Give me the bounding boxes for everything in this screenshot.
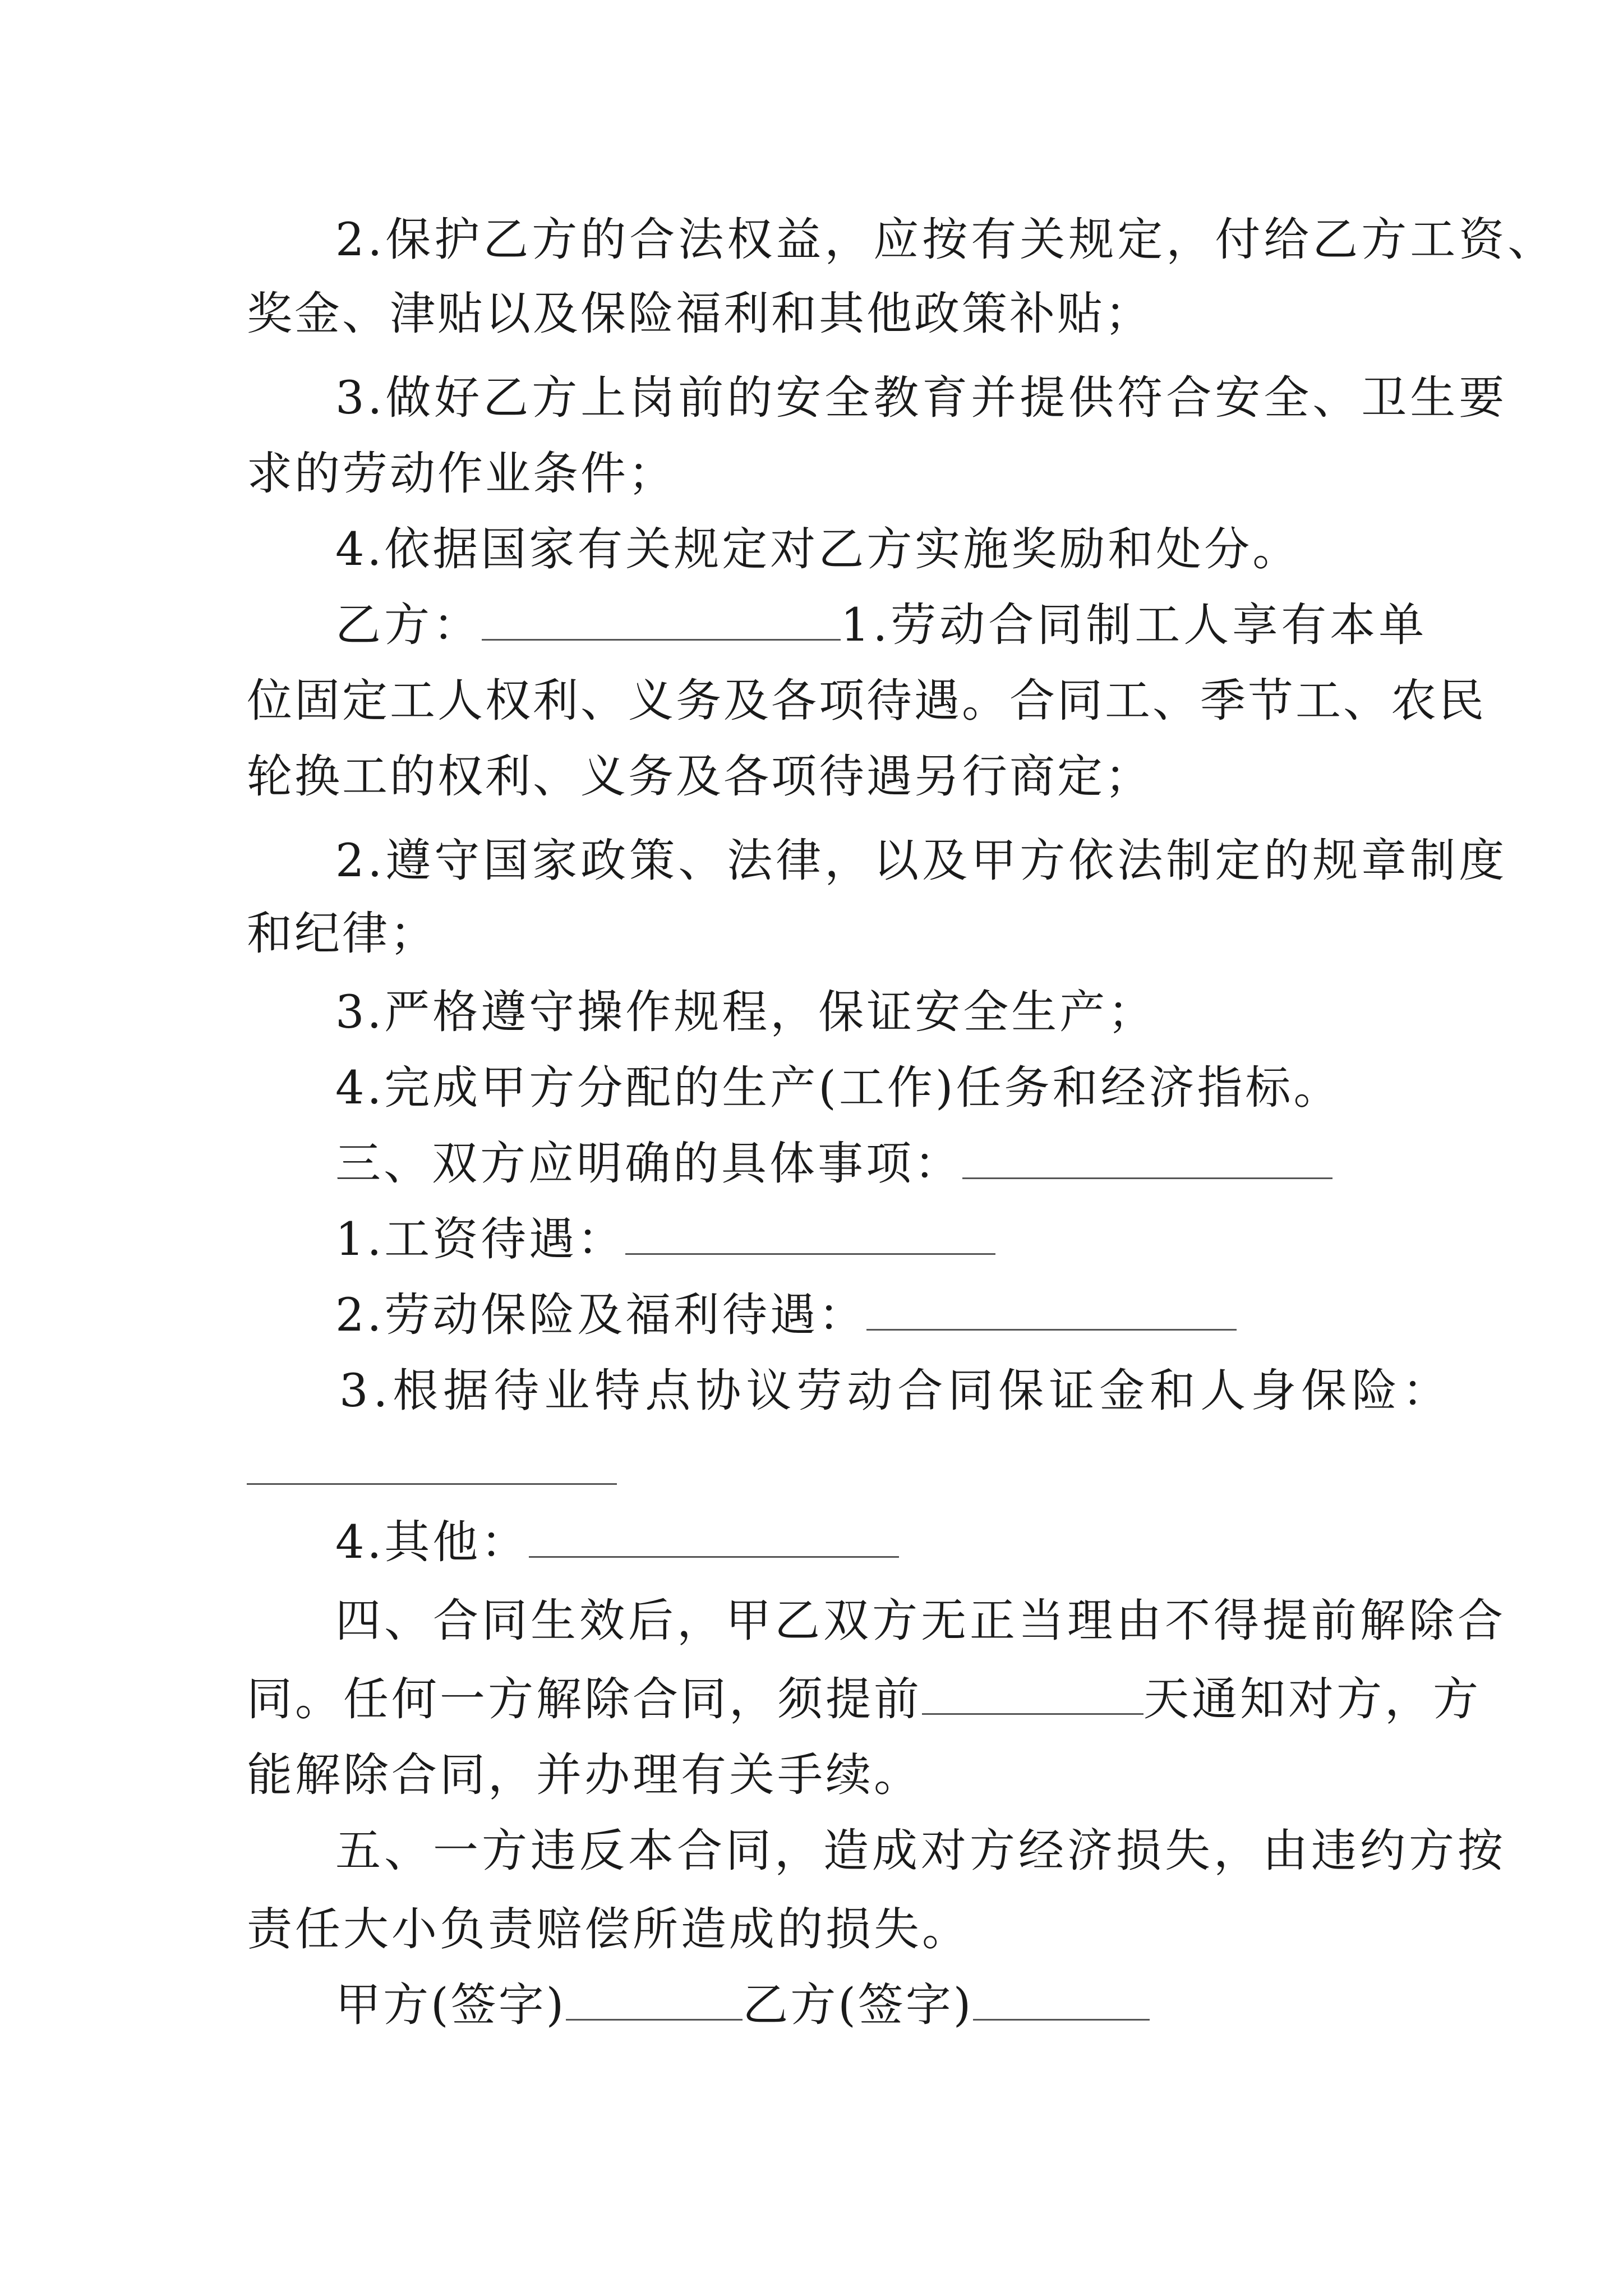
item-deposit: 3.根据待业特点协议劳动合同保证金和人身保险：	[339, 1365, 1453, 1418]
notice-days-blank[interactable]	[922, 1674, 1144, 1715]
item-other-blank[interactable]	[529, 1517, 899, 1558]
section-five-line2: 责任大小负责赔偿所造成的损失。	[247, 1903, 971, 1956]
section-four-notice-end: 天通知对方，方	[1144, 1673, 1482, 1726]
clause-b1-start: 1.劳动合同制工人享有本单	[841, 599, 1428, 652]
party-b-signature-blank[interactable]	[973, 1980, 1150, 2021]
party-b-line1	[335, 597, 1427, 654]
section-four-notice-start: 同。任何一方解除合同，须提前	[247, 1673, 923, 1726]
item-deposit-blank[interactable]	[247, 1481, 617, 1485]
item-other-label: 4.其他：	[335, 1516, 529, 1569]
clause-b2-line1: 2.遵守国家政策、法律，以及甲方依法制定的规章制度	[335, 835, 1508, 887]
party-b-blank[interactable]	[482, 600, 841, 641]
party-b-label: 乙方：	[335, 599, 482, 652]
clause-a2-line2: 奖金、津贴以及保险福利和其他政策补贴；	[247, 288, 1153, 341]
section-three-label: 三、双方应明确的具体事项：	[335, 1138, 963, 1190]
section-four-line2	[247, 1672, 1481, 1728]
item-other	[335, 1515, 899, 1571]
clause-a3-line1: 3.做好乙方上岗前的安全教育并提供符合安全、卫生要	[335, 372, 1508, 425]
item-insurance-blank[interactable]	[866, 1290, 1237, 1331]
party-a-signature-label: 甲方(签字)	[335, 1979, 566, 2032]
clause-b1-line3: 轮换工的权利、义务及各项待遇另行商定；	[247, 751, 1153, 803]
clause-a3-line2: 求的劳动作业条件；	[247, 448, 676, 500]
item-insurance	[335, 1287, 1237, 1343]
section-four-line3: 能解除合同，并办理有关手续。	[247, 1749, 923, 1802]
section-four-line1: 四、合同生效后，甲乙双方无正当理由不得提前解除合	[335, 1595, 1507, 1648]
item-wages-blank[interactable]	[625, 1214, 995, 1255]
party-a-signature-blank[interactable]	[566, 1980, 743, 2021]
item-insurance-label: 2.劳动保险及福利待遇：	[335, 1289, 867, 1342]
signature-line	[335, 1977, 1150, 2033]
section-three-blank[interactable]	[962, 1138, 1332, 1179]
clause-b4: 4.完成甲方分配的生产(工作)任务和经济指标。	[335, 1062, 1342, 1115]
section-five-line1: 五、一方违反本合同，造成对方经济损失，由违约方按	[335, 1825, 1507, 1878]
party-b-signature-label: 乙方(签字)	[743, 1979, 974, 2032]
section-three-heading	[335, 1136, 1332, 1192]
clause-b2-line2: 和纪律；	[247, 908, 438, 960]
clause-b3: 3.严格遵守操作规程，保证安全生产；	[335, 986, 1156, 1039]
clause-b1-line2: 位固定工人权利、义务及各项待遇。合同工、季节工、农民	[247, 675, 1487, 728]
clause-a4: 4.依据国家有关规定对乙方实施奖励和处分。	[335, 523, 1301, 576]
clause-a2-line1: 2.保护乙方的合法权益，应按有关规定，付给乙方工资、	[335, 214, 1557, 266]
item-wages-label: 1.工资待遇：	[335, 1213, 626, 1266]
item-wages	[335, 1212, 995, 1268]
